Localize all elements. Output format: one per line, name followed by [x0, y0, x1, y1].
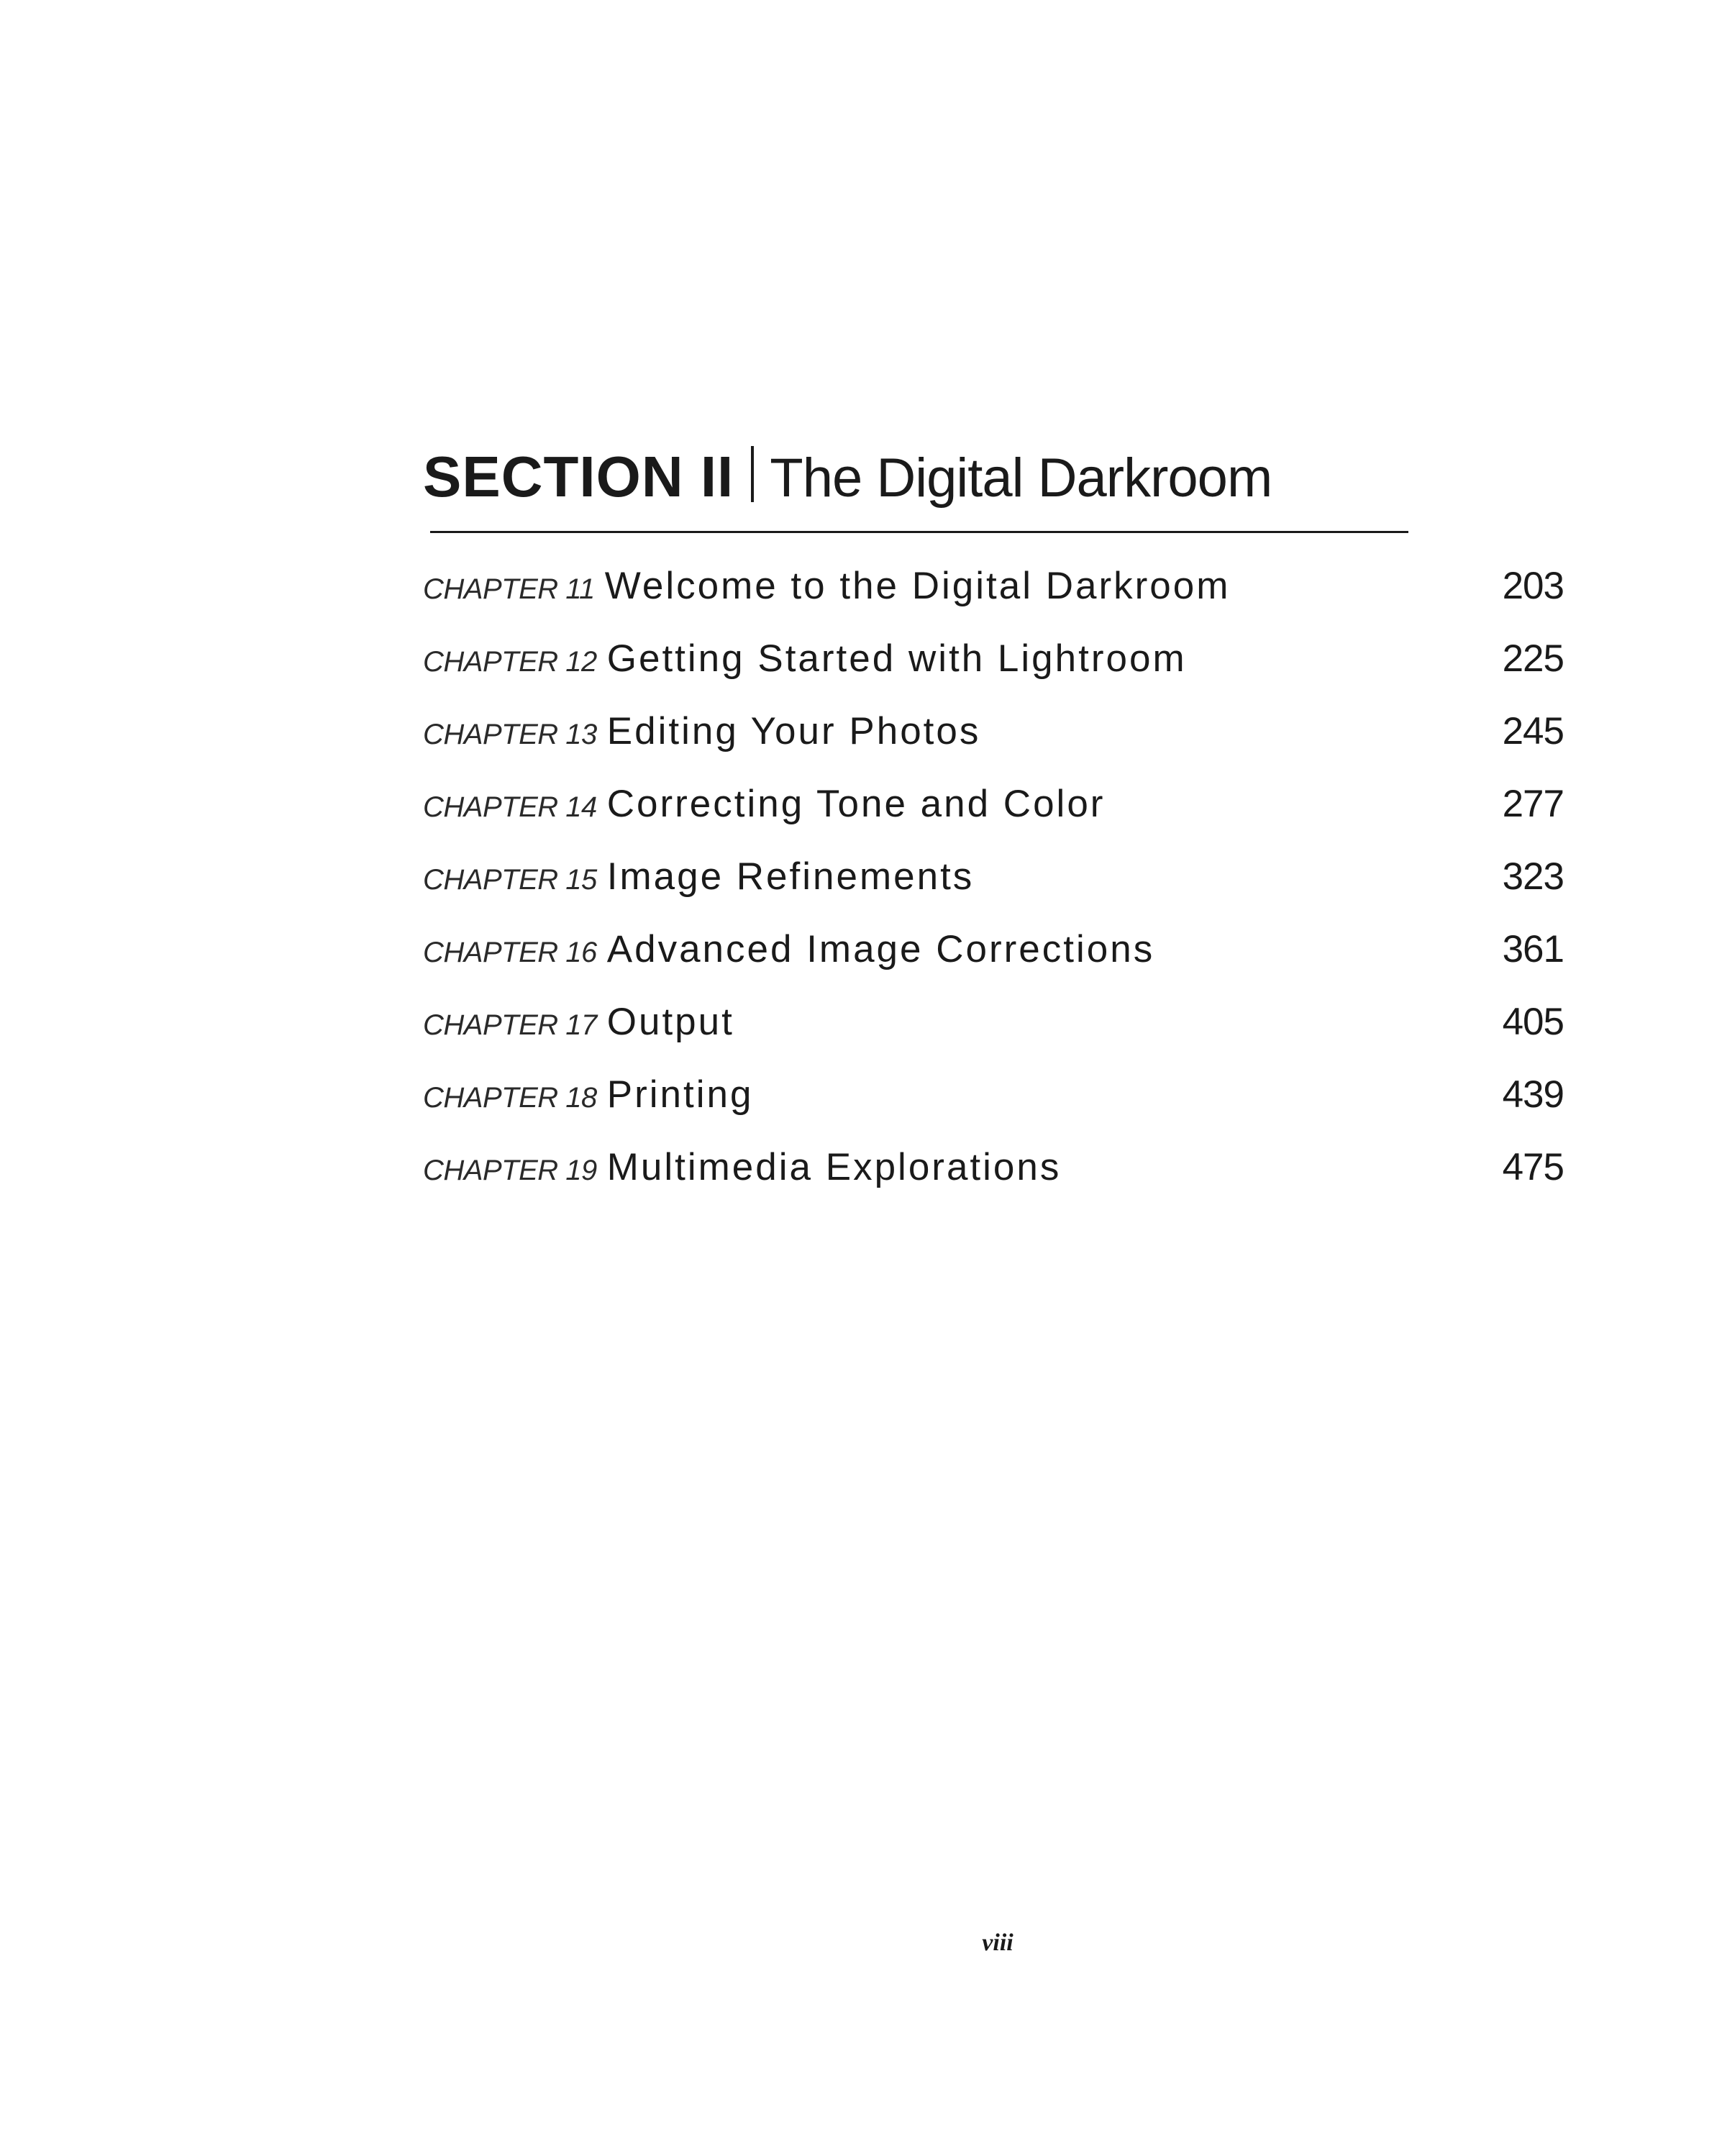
page-folio: viii: [982, 1929, 1013, 1956]
chapter-page-number: 405: [1502, 1001, 1564, 1043]
table-of-contents: [423, 564, 1564, 1218]
toc-entry-chapter-12[interactable]: [423, 637, 1564, 709]
chapter-title: Printing: [606, 1073, 754, 1116]
section-divider-bar: [751, 446, 754, 502]
toc-entry-chapter-18[interactable]: [423, 1073, 1564, 1145]
chapter-label: CHAPTER 13: [423, 719, 597, 750]
chapter-title: Multimedia Explorations: [606, 1146, 1062, 1188]
chapter-page-number: 475: [1502, 1146, 1564, 1188]
chapter-label: CHAPTER 14: [423, 791, 597, 823]
chapter-title: Getting Started with Lightroom: [606, 637, 1187, 680]
toc-entry-chapter-11[interactable]: [423, 564, 1564, 637]
toc-entry-chapter-14[interactable]: [423, 782, 1564, 855]
chapter-page-number: 277: [1502, 783, 1564, 825]
chapter-title: Editing Your Photos: [606, 710, 981, 752]
toc-entry-chapter-13[interactable]: [423, 709, 1564, 782]
chapter-page-number: 439: [1502, 1073, 1564, 1116]
chapter-label: CHAPTER 12: [423, 646, 597, 678]
section-label: SECTION II: [423, 445, 734, 509]
chapter-label: CHAPTER 16: [423, 937, 597, 968]
chapter-title: Image Refinements: [606, 855, 975, 898]
chapter-label: CHAPTER 17: [423, 1009, 597, 1041]
section-heading: [423, 440, 1444, 527]
chapter-page-number: 323: [1502, 855, 1564, 898]
chapter-label: CHAPTER 11: [423, 573, 595, 605]
chapter-title: Correcting Tone and Color: [606, 783, 1106, 825]
chapter-title: Welcome to the Digital Darkroom: [604, 565, 1231, 607]
toc-entry-chapter-15[interactable]: [423, 855, 1564, 927]
toc-entry-chapter-16[interactable]: [423, 927, 1564, 1000]
chapter-page-number: 225: [1502, 637, 1564, 680]
chapter-page-number: 245: [1502, 710, 1564, 752]
chapter-label: CHAPTER 15: [423, 864, 597, 896]
toc-entry-chapter-17[interactable]: [423, 1000, 1564, 1073]
section-rule: [430, 531, 1408, 533]
chapter-label: CHAPTER 19: [423, 1155, 597, 1186]
chapter-title: Advanced Image Corrections: [606, 928, 1155, 970]
chapter-label: CHAPTER 18: [423, 1082, 597, 1114]
section-title: The Digital Darkroom: [770, 447, 1272, 509]
chapter-title: Output: [606, 1001, 734, 1043]
toc-entry-chapter-19[interactable]: [423, 1145, 1564, 1218]
chapter-page-number: 361: [1502, 928, 1564, 970]
chapter-page-number: 203: [1502, 565, 1564, 607]
